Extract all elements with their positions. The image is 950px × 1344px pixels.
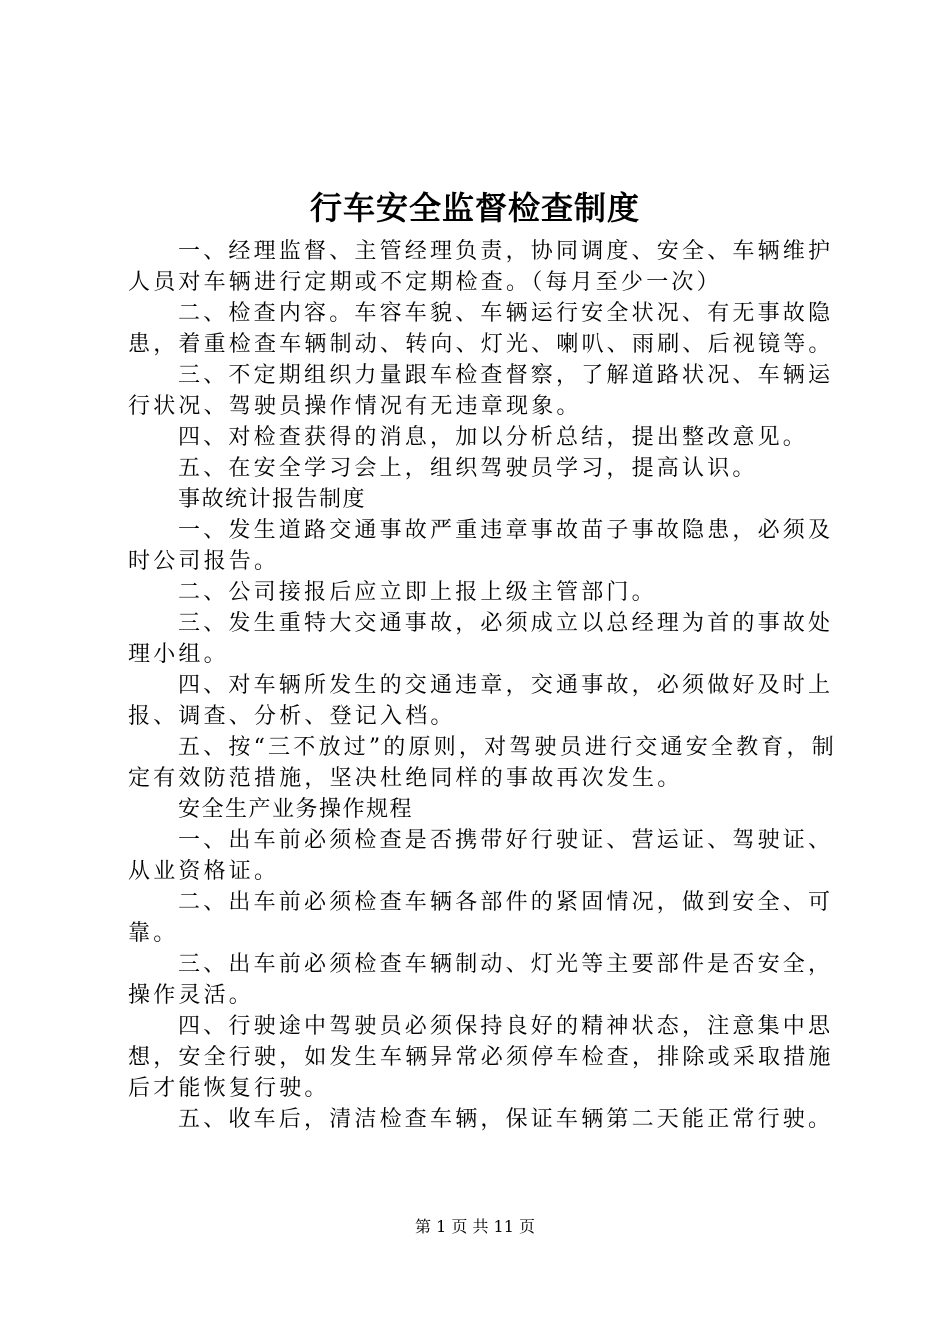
paragraph: 五、在安全学习会上，组织驾驶员学习，提高认识。 xyxy=(178,456,758,481)
paragraph: 三、发生重特大交通事故，必须成立以总经理为首的事故处理小组。 xyxy=(128,611,834,667)
paragraph: 四、对车辆所发生的交通违章，交通事故，必须做好及时上报、调查、分析、登记入档。 xyxy=(128,673,834,729)
paragraph: 四、行驶途中驾驶员必须保持良好的精神状态，注意集中思想，安全行驶，如发生车辆异常必须停车检查，排除或采取措施后才能恢复行驶。 xyxy=(128,1014,834,1101)
paragraph: 五、收车后，清洁检查车辆，保证车辆第二天能正常行驶。 xyxy=(178,1107,834,1132)
paragraph: 三、出车前必须检查车辆制动、灯光等主要部件是否安全，操作灵活。 xyxy=(128,952,834,1008)
page-number-footer: 第 1 页 共 11 页 xyxy=(415,1217,535,1236)
paragraph: 五、按“三不放过”的原则，对驾驶员进行交通安全教育，制定有效防范措施，坚决杜绝同样的事故再次发生。 xyxy=(128,735,837,791)
paragraph: 二、公司接报后应立即上报上级主管部门。 xyxy=(178,580,657,605)
paragraph: 一、出车前必须检查是否携带好行驶证、营运证、驾驶证、从业资格证。 xyxy=(128,828,834,884)
paragraph: 四、对检查获得的消息，加以分析总结，提出整改意见。 xyxy=(178,425,809,450)
paragraph: 一、发生道路交通事故严重违章事故苗子事故隐患，必须及时公司报告。 xyxy=(128,518,834,574)
paragraph: 一、经理监督、主管经理负责，协同调度、安全、车辆维护人员对车辆进行定期或不定期检查。（每月至少一次） xyxy=(128,239,834,295)
document-title: 行车安全监督检查制度 xyxy=(309,189,640,227)
paragraph: 三、不定期组织力量跟车检查督察，了解道路状况、车辆运行状况、驾驶员操作情况有无违章现象。 xyxy=(128,363,834,419)
section-heading: 事故统计报告制度 xyxy=(178,487,367,512)
document-body xyxy=(128,236,838,1135)
paragraph: 二、出车前必须检查车辆各部件的紧固情况，做到安全、可靠。 xyxy=(128,890,834,946)
section-heading: 安全生产业务操作规程 xyxy=(178,797,414,822)
paragraph: 二、检查内容。车容车貌、车辆运行安全状况、有无事故隐患，着重检查车辆制动、转向、灯光、喇叭、雨刷、后视镜等。 xyxy=(128,301,834,357)
